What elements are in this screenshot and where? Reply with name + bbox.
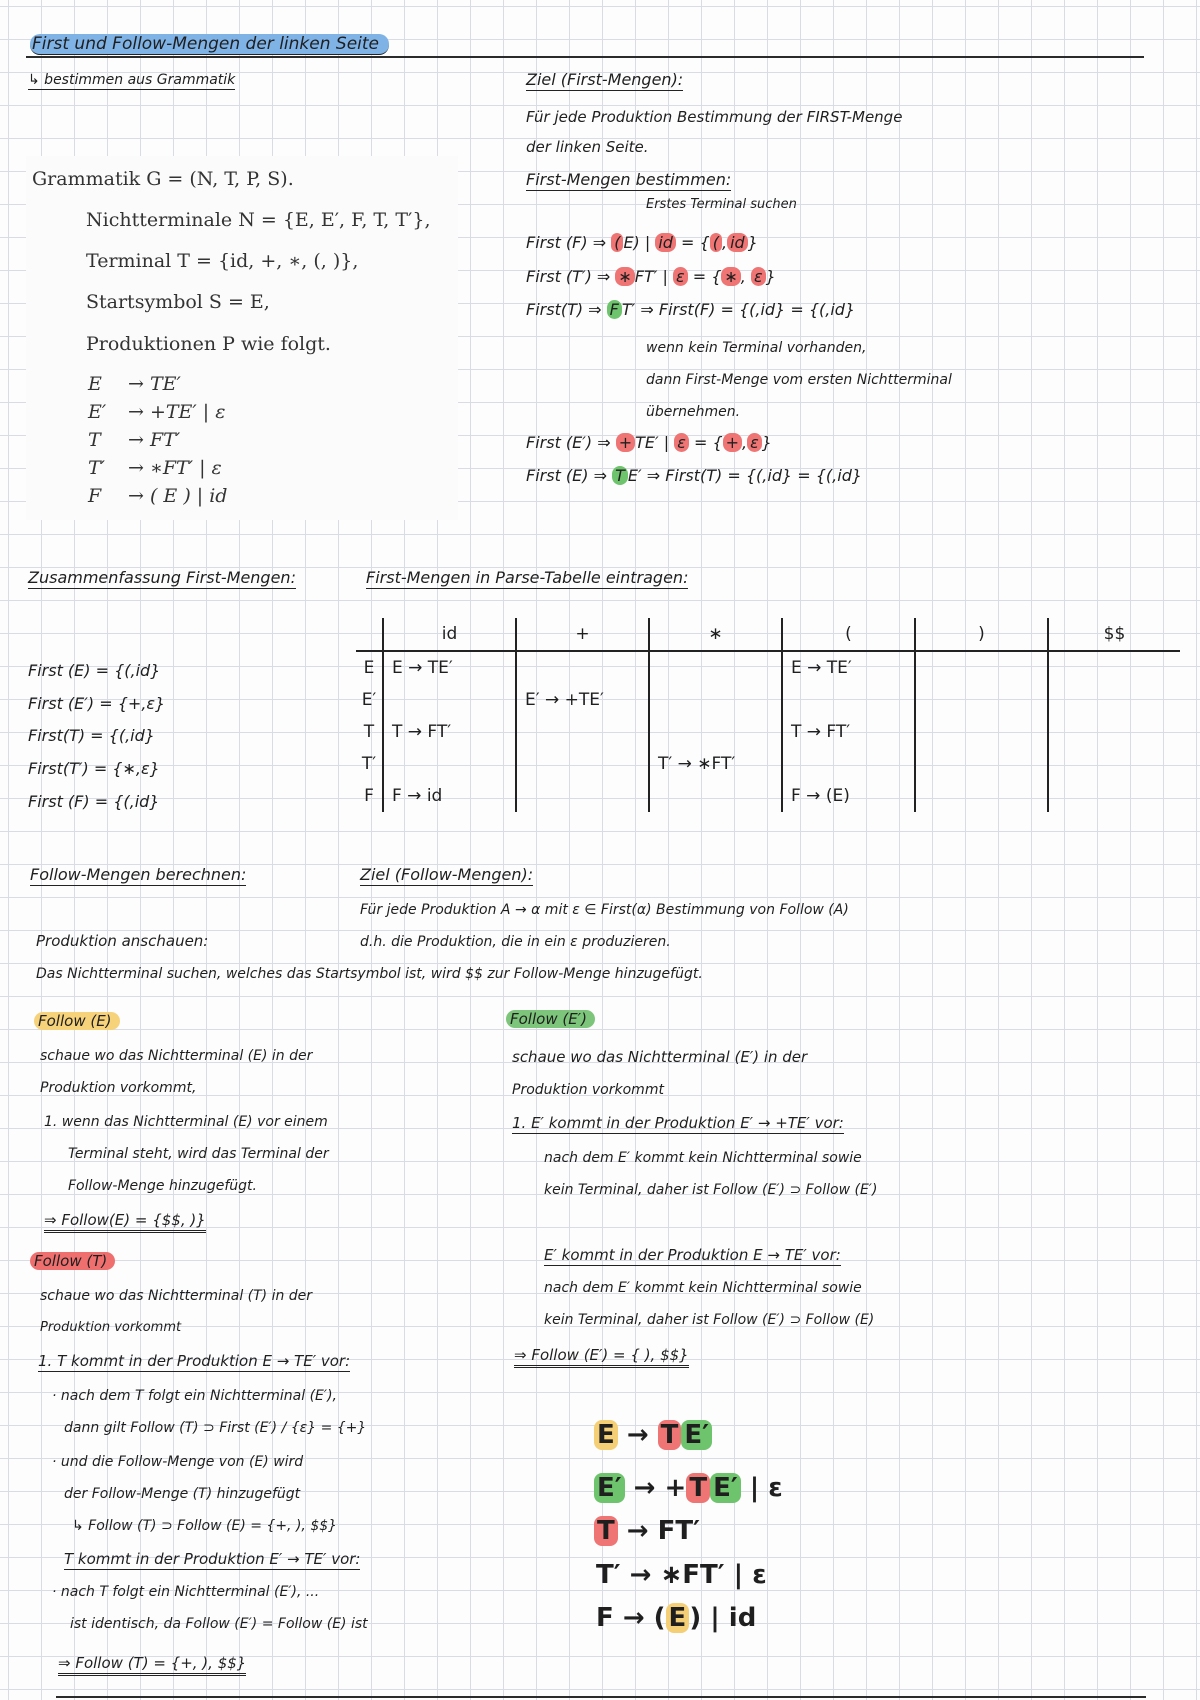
parse-table-cell: F → (E) xyxy=(782,780,915,812)
parse-table-header-row xyxy=(356,618,1180,651)
summary-line: First (E) = {(,id} xyxy=(28,661,161,680)
grammar-rule-lhs: T′ xyxy=(88,457,105,479)
follow-E-text: Produktion vorkommt, xyxy=(40,1080,197,1096)
follow-T-text: Produktion vorkommt xyxy=(40,1320,182,1335)
follow-T-text: schaue wo das Nichtterminal (T) in der xyxy=(40,1288,313,1304)
parse-table-cell xyxy=(516,651,649,684)
parse-table-row xyxy=(356,716,1180,748)
follow-E-prime-text: nach dem E′ kommt kein Nichtterminal sowie xyxy=(544,1280,862,1296)
parse-table-cell xyxy=(915,748,1048,780)
bottom-rule: E′ → + T E′ | ε xyxy=(594,1473,783,1503)
goal-first-text: der linken Seite. xyxy=(526,138,649,156)
grammar-start-symbol: Startsymbol S = E, xyxy=(86,291,270,313)
parse-table-col-header: ) xyxy=(915,618,1048,651)
parse-table-cell: T′ → ∗FT′ xyxy=(649,748,782,780)
grammar-rule-rhs: → FT′ xyxy=(128,429,181,451)
follow-goal-text: d.h. die Produktion, die in ein ε produzieren. xyxy=(360,934,671,950)
parse-table-cell xyxy=(383,748,516,780)
first-E-prime-line: First (E′) ⇒ + TE′ | ε = { + , ε } xyxy=(526,433,772,452)
follow-E-prime-heading: Follow (E′) xyxy=(506,1010,595,1028)
grammar-rule-lhs: T xyxy=(88,429,101,451)
grammar-rule-rhs: → +TE′ | ε xyxy=(128,401,226,423)
parse-table-nonterminal: F xyxy=(356,780,383,812)
follow-T-text: · nach dem T folgt ein Nichtterminal (E′), xyxy=(52,1388,337,1404)
parse-table-corner xyxy=(356,618,383,651)
first-note: wenn kein Terminal vorhanden, xyxy=(646,340,867,356)
summary-line: First (E′) = {+,ε} xyxy=(28,694,166,713)
follow-E-prime-text: nach dem E′ kommt kein Nichtterminal sowie xyxy=(544,1150,862,1166)
parse-table-cell: T → FT′ xyxy=(782,716,915,748)
follow-T-text: · nach T folgt ein Nichtterminal (E′), ... xyxy=(52,1584,320,1600)
summary-line: First(T′) = {∗,ε} xyxy=(28,759,160,778)
follow-E-heading: Follow (E) xyxy=(34,1012,120,1030)
parse-table-row xyxy=(356,684,1180,716)
follow-E-prime-text: E′ kommt in der Produktion E → TE′ vor: xyxy=(544,1246,841,1264)
summary-line: First (F) = {(,id} xyxy=(28,792,160,811)
parse-table-col-header: + xyxy=(516,618,649,651)
grammar-rule-rhs: → ∗FT′ | ε xyxy=(128,457,222,479)
follow-E-prime-text: kein Terminal, daher ist Follow (E′) ⊃ Follow (E′) xyxy=(544,1182,878,1198)
grammar-definition: Grammatik G = (N, T, P, S). xyxy=(32,168,294,190)
follow-T-text: 1. T kommt in der Produktion E → TE′ vor: xyxy=(38,1352,351,1370)
grammar-rule-rhs: → TE′ xyxy=(128,373,181,395)
grammar-productions-intro: Produktionen P wie folgt. xyxy=(86,333,331,355)
parse-table-cell xyxy=(1048,651,1180,684)
parse-table-row xyxy=(356,651,1180,684)
parse-table-cell: E → TE′ xyxy=(782,651,915,684)
summary-line: First(T) = {(,id} xyxy=(28,726,155,745)
follow-E-text: Follow-Menge hinzugefügt. xyxy=(68,1178,257,1194)
parse-table-col-header: id xyxy=(383,618,516,651)
parse-table-nonterminal: E xyxy=(356,651,383,684)
parse-table-heading: First-Mengen in Parse-Tabelle eintragen: xyxy=(366,568,689,587)
summary-heading: Zusammenfassung First-Mengen: xyxy=(28,568,296,587)
follow-E-prime-text: schaue wo das Nichtterminal (E′) in der xyxy=(512,1048,808,1066)
parse-table xyxy=(356,618,1180,812)
parse-table-row xyxy=(356,780,1180,812)
parse-table-cell xyxy=(383,684,516,716)
grammar-rule-lhs: E′ xyxy=(88,401,107,423)
grammar-nonterminals: Nichtterminale N = {E, E′, F, T, T′}, xyxy=(86,209,431,231)
follow-E-prime-text: Produktion vorkommt xyxy=(512,1082,664,1098)
first-note: dann First-Menge vom ersten Nichtterminal xyxy=(646,372,952,388)
follow-T-text: der Follow-Menge (T) hinzugefügt xyxy=(64,1486,301,1502)
parse-table-cell xyxy=(915,780,1048,812)
parse-table-cell xyxy=(915,684,1048,716)
follow-E-text: schaue wo das Nichtterminal (E) in der xyxy=(40,1048,313,1064)
page-title: First und Follow-Mengen der linken Seite xyxy=(30,34,389,54)
grammar-rule-lhs: E xyxy=(88,373,102,395)
first-T-line: First(T) ⇒ F T′ ⇒ First(F) = {(,id} = {(,id} xyxy=(526,300,856,319)
follow-E-text: Terminal steht, wird das Terminal der xyxy=(68,1146,329,1162)
follow-T-result: ⇒ Follow (T) = {+, ), $$} xyxy=(58,1654,246,1672)
follow-T-text: T kommt in der Produktion E′ → TE′ vor: xyxy=(64,1550,361,1568)
parse-table-col-header: ( xyxy=(782,618,915,651)
follow-T-text: dann gilt Follow (T) ⊃ First (E′) / {ε} = {+} xyxy=(64,1420,367,1436)
parse-table-cell xyxy=(649,684,782,716)
goal-first-heading: Ziel (First-Mengen): xyxy=(526,70,684,89)
parse-table-cell xyxy=(516,716,649,748)
grammar-rule-rhs: → ( E ) | id xyxy=(128,485,228,507)
parse-table-cell: E → TE′ xyxy=(383,651,516,684)
first-annotation: Erstes Terminal suchen xyxy=(646,197,797,212)
bottom-rule: E → T E′ xyxy=(594,1420,712,1450)
follow-T-text: ist identisch, da Follow (E′) = Follow (E) ist xyxy=(70,1616,368,1632)
follow-T-text: · und die Follow-Menge von (E) wird xyxy=(52,1454,304,1470)
parse-table-col-header: ∗ xyxy=(649,618,782,651)
parse-table-cell xyxy=(1048,748,1180,780)
bottom-rule-line xyxy=(56,1696,1146,1698)
first-note: übernehmen. xyxy=(646,404,741,420)
parse-table-cell: T → FT′ xyxy=(383,716,516,748)
parse-table-cell xyxy=(516,780,649,812)
follow-E-prime-text: 1. E′ kommt in der Produktion E′ → +TE′ vor: xyxy=(512,1114,844,1132)
grammar-terminals: Terminal T = {id, +, ∗, (, )}, xyxy=(86,250,359,272)
first-T-prime-line: First (T′) ⇒ ∗ FT′ | ε = { ∗ , ε } xyxy=(526,267,776,286)
parse-table-col-header: $$ xyxy=(1048,618,1180,651)
follow-goal-text: Für jede Produktion A → α mit ε ∈ First(α) Bestimmung von Follow (A) xyxy=(360,902,849,918)
parse-table-nonterminal: T′ xyxy=(356,748,383,780)
parse-table-cell xyxy=(1048,716,1180,748)
parse-table-cell xyxy=(649,780,782,812)
parse-table-cell xyxy=(649,716,782,748)
follow-goal-heading: Ziel (Follow-Mengen): xyxy=(360,865,534,884)
goal-first-text: Für jede Produktion Bestimmung der FIRST-Menge xyxy=(526,108,903,126)
follow-T-text: ↳ Follow (T) ⊃ Follow (E) = {+, ), $$} xyxy=(72,1518,338,1534)
parse-table-cell: F → id xyxy=(383,780,516,812)
parse-table-row xyxy=(356,748,1180,780)
follow-rule: Das Nichtterminal suchen, welches das Startsymbol ist, wird $$ zur Follow-Menge hinzugefügt. xyxy=(36,966,703,982)
bottom-rule: F → ( E ) | id xyxy=(596,1603,757,1633)
subtitle: ↳ bestimmen aus Grammatik xyxy=(28,72,236,88)
parse-table-cell xyxy=(516,748,649,780)
parse-table-cell: E′ → +TE′ xyxy=(516,684,649,716)
first-determine-heading: First-Mengen bestimmen: xyxy=(526,170,732,189)
bottom-rule: T′ → ∗FT′ | ε xyxy=(596,1560,767,1590)
parse-table-cell xyxy=(915,651,1048,684)
parse-table-nonterminal: T xyxy=(356,716,383,748)
grammar-rule-lhs: F xyxy=(88,485,102,507)
parse-table-cell xyxy=(1048,684,1180,716)
follow-T-heading: Follow (T) xyxy=(30,1252,115,1270)
follow-E-text: 1. wenn das Nichtterminal (E) vor einem xyxy=(44,1114,328,1130)
parse-table-cell xyxy=(782,684,915,716)
first-F-line: First (F) ⇒ ( E) | id = { ( , id } xyxy=(526,233,758,252)
title-rule xyxy=(26,56,1144,58)
bottom-rule: T → FT′ xyxy=(594,1516,700,1546)
follow-look-label: Produktion anschauen: xyxy=(36,932,209,950)
parse-table-cell xyxy=(915,716,1048,748)
parse-table-cell xyxy=(782,748,915,780)
follow-E-prime-result: ⇒ Follow (E′) = { ), $$} xyxy=(514,1346,689,1364)
follow-E-prime-text: kein Terminal, daher ist Follow (E′) ⊃ Follow (E) xyxy=(544,1312,875,1328)
follow-E-result: ⇒ Follow(E) = {$$, )} xyxy=(44,1211,206,1229)
parse-table-cell xyxy=(649,651,782,684)
follow-heading: Follow-Mengen berechnen: xyxy=(30,865,247,884)
first-E-line: First (E) ⇒ T E′ ⇒ First(T) = {(,id} = {(,id} xyxy=(526,466,863,485)
parse-table-cell xyxy=(1048,780,1180,812)
parse-table-nonterminal: E′ xyxy=(356,684,383,716)
